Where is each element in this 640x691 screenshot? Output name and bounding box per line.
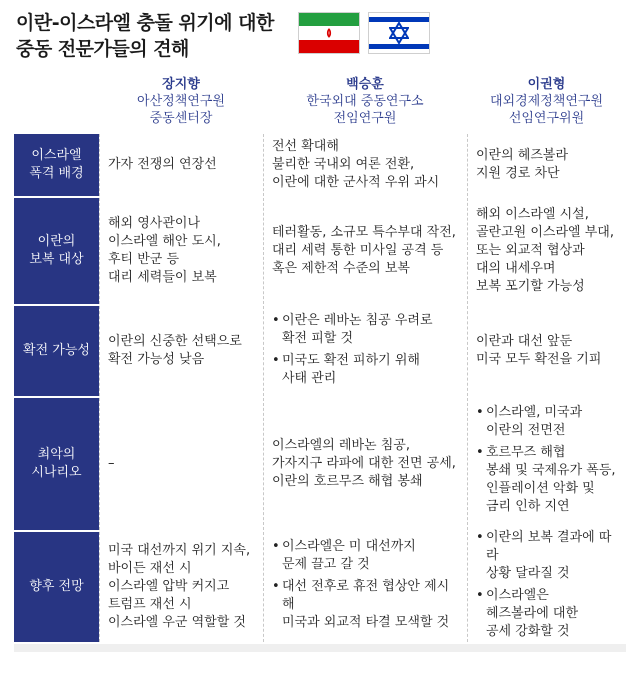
cell-text: 테러활동, 소규모 특수부대 작전, 대리 세력 통한 미사일 공격 등 혹은 제한적 수준의 보복 — [272, 225, 456, 276]
bullet-list — [272, 312, 433, 392]
bullet-item: • 이스라엘은 미 대선까지 문제 끌고 갈 것 — [272, 538, 461, 574]
bullet-list — [476, 404, 616, 520]
star-of-david-icon — [389, 22, 409, 44]
table-row — [14, 306, 626, 398]
row-label: 이란의 보복 대상 — [14, 198, 99, 304]
expert-affiliation: 대외경제정책연구원 선임연구위원 — [489, 94, 604, 126]
comparison-table — [14, 72, 626, 652]
row-label: 최악의 시나리오 — [14, 398, 99, 530]
expert-affiliation: 한국외대 중동연구소 전임연구원 — [306, 94, 424, 126]
page-title-line-1: 이란-이스라엘 충돌 위기에 대한 — [16, 12, 274, 34]
expert-header-3 — [467, 72, 626, 134]
bullet-list — [476, 529, 620, 645]
table-body — [14, 134, 626, 652]
table-row — [14, 532, 626, 644]
expert-header-1 — [99, 72, 263, 134]
table-header-row — [14, 72, 626, 134]
bullet-item: • 이스라엘, 미국과 이란의 전면전 — [476, 404, 616, 440]
expert-name: 백승훈 — [346, 77, 384, 92]
expert-header-2 — [263, 72, 467, 134]
cell-text: 이란의 헤즈볼라 지원 경로 차단 — [476, 148, 569, 181]
cell-text: 이란의 신중한 선택으로 확전 가능성 낮음 — [108, 334, 242, 367]
table-row — [14, 198, 626, 306]
table-cell — [467, 134, 626, 196]
bullet-item: • 이스라엘은 헤즈볼라에 대한 공세 강화할 것 — [476, 587, 620, 641]
table-cell — [99, 398, 263, 530]
table-cell — [263, 398, 467, 530]
table-cell — [263, 198, 467, 304]
table-cell — [467, 306, 626, 396]
row-label: 이스라엘 폭격 배경 — [14, 134, 99, 196]
bullet-item: • 대선 전후로 휴전 협상안 제시해 미국과 외교적 타결 모색할 것 — [272, 578, 461, 632]
cell-text: 해외 영사관이나 이스라엘 해안 도시, 후티 반군 등 대리 세력들이 보복 — [108, 216, 221, 285]
iran-flag-icon — [298, 12, 360, 54]
table-cell — [99, 198, 263, 304]
bullet-item: • 이란은 레바논 침공 우려로 확전 피할 것 — [272, 312, 433, 348]
expert-affiliation: 아산정책연구원 중동센터장 — [137, 94, 225, 126]
header — [16, 10, 306, 62]
table-cell — [263, 532, 467, 642]
bullet-item: • 호르무즈 해협 봉쇄 및 국제유가 폭등, 인플레이션 악화 및 금리 인하 지연 — [476, 444, 616, 516]
cell-text: 이란과 대선 앞둔 미국 모두 확전을 기피 — [476, 334, 602, 367]
cell-text: 해외 이스라엘 시설, 골란고원 이스라엘 부대, 또는 외교적 협상과 대의 내세우며 보복 포기할 가능성 — [476, 207, 614, 294]
table-row — [14, 398, 626, 532]
header-spacer — [14, 72, 99, 134]
table-cell — [467, 398, 626, 530]
table-cell — [263, 134, 467, 196]
table-cell — [467, 532, 626, 642]
cell-text: 가자 전쟁의 연장선 — [108, 157, 217, 172]
bullet-list — [272, 538, 461, 636]
page-title-line-2: 중동 전문가들의 견해 — [16, 38, 189, 60]
cell-text: 미국 대선까지 위기 지속, 바이든 재선 시 이스라엘 압박 커지고 트럼프 재선 시 이스라엘 우군 역할할 것 — [108, 543, 251, 630]
cell-text: – — [108, 456, 115, 471]
iran-emblem-icon — [324, 28, 334, 38]
expert-name: 이권형 — [527, 77, 566, 92]
expert-name: 장지향 — [162, 77, 200, 92]
row-label: 향후 전망 — [14, 532, 99, 642]
table-cell — [99, 532, 263, 642]
bullet-item: • 미국도 확전 피하기 위해 사태 관리 — [272, 352, 433, 388]
cell-text: 이스라엘의 레바논 침공, 가자지구 라파에 대한 전면 공세, 이란의 호르무즈 해협 봉쇄 — [272, 438, 456, 489]
table-cell — [99, 134, 263, 196]
flags — [298, 12, 430, 54]
table-cell — [263, 306, 467, 396]
cell-text: 전선 확대해 불리한 국내외 여론 전환, 이란에 대한 군사적 우위 과시 — [272, 139, 440, 190]
table-cell — [99, 306, 263, 396]
table-row — [14, 134, 626, 198]
table-cell — [467, 198, 626, 304]
israel-flag-icon — [368, 12, 430, 54]
row-label: 확전 가능성 — [14, 306, 99, 396]
bullet-item: • 이란의 보복 결과에 따라 상황 달라질 것 — [476, 529, 620, 583]
